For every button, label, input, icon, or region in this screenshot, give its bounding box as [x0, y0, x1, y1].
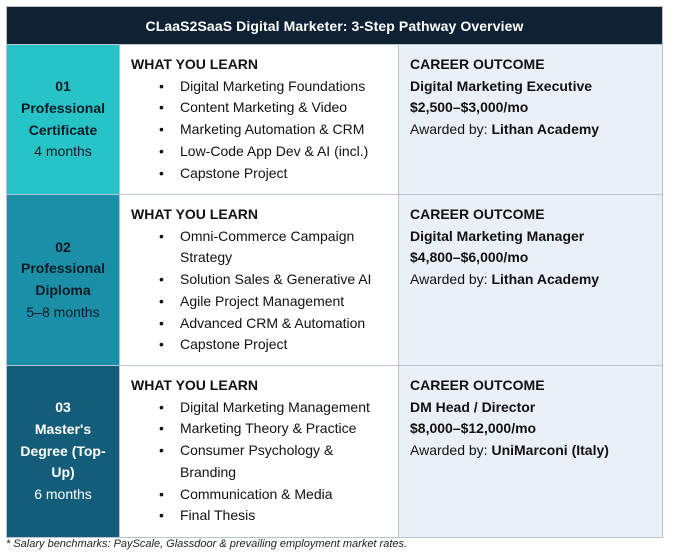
outcome-cell [399, 366, 662, 537]
step-number: 01 [55, 78, 71, 95]
table-row [7, 365, 662, 537]
awarding-body: Lithan Academy [491, 121, 600, 138]
awarding-body: UniMarconi (Italy) [491, 442, 609, 459]
list-item: • Digital Marketing Management [131, 397, 398, 419]
list-item: • Capstone Project [131, 334, 398, 356]
step-name-line: Up) [51, 464, 75, 481]
learn-cell [119, 45, 399, 194]
learn-list [131, 76, 398, 185]
learn-header: WHAT YOU LEARN [131, 56, 259, 72]
career-role: DM Head / Director [410, 398, 536, 415]
list-item: • Solution Sales & Generative AI [131, 269, 398, 291]
step-cell [7, 195, 119, 365]
learn-list [131, 397, 398, 527]
step-duration: 5–8 months [26, 303, 100, 320]
list-item: • Marketing Automation & CRM [131, 119, 398, 141]
list-item: • Marketing Theory & Practice [131, 418, 398, 440]
outcome-header: CAREER OUTCOME [410, 206, 545, 222]
awarded-prefix: Awarded by: [410, 442, 492, 459]
list-item: • Omni-Commerce Campaign Strategy [131, 226, 398, 269]
salary-range: $4,800–$6,000/mo [410, 249, 529, 266]
step-duration: 4 months [34, 143, 92, 160]
learn-list [131, 226, 398, 356]
awarding-body: Lithan Academy [491, 271, 600, 288]
awarded-prefix: Awarded by: [410, 121, 492, 138]
list-item: • Content Marketing & Video [131, 97, 398, 119]
step-name-line: Professional [20, 260, 106, 277]
learn-cell [119, 195, 399, 365]
salary-range: $2,500–$3,000/mo [410, 99, 529, 116]
table-row [7, 194, 662, 365]
list-item: • Capstone Project [131, 163, 398, 185]
step-number: 03 [55, 399, 71, 416]
outcome-cell [399, 195, 662, 365]
list-item: • Agile Project Management [131, 291, 398, 313]
career-role: Digital Marketing Manager [410, 227, 585, 244]
awarded-by [410, 119, 662, 141]
step-duration: 6 months [34, 486, 92, 503]
list-item: • Low-Code App Dev & AI (incl.) [131, 141, 398, 163]
career-role: Digital Marketing Executive [410, 77, 593, 94]
step-cell [7, 366, 119, 537]
footnote: * Salary benchmarks: PayScale, Glassdoor & prevailing employment market rates. [6, 538, 408, 550]
awarded-by [410, 269, 662, 291]
step-name-line: Professional [20, 99, 106, 116]
list-item: • Communication & Media [131, 484, 398, 506]
salary-range: $8,000–$12,000/mo [410, 420, 537, 437]
learn-cell [119, 366, 399, 537]
table-row [7, 44, 662, 194]
outcome-header: CAREER OUTCOME [410, 56, 545, 72]
outcome-cell [399, 45, 662, 194]
pathway-table [6, 6, 663, 538]
step-name-line: Degree (Top- [20, 442, 106, 459]
step-name-line: Master's [34, 420, 92, 437]
learn-header: WHAT YOU LEARN [131, 377, 259, 393]
step-name-line: Diploma [35, 282, 91, 298]
step-cell [7, 45, 119, 194]
step-number: 02 [55, 238, 71, 255]
list-item: • Consumer Psychology & Branding [131, 440, 398, 483]
list-item: • Digital Marketing Foundations [131, 76, 398, 98]
list-item: • Advanced CRM & Automation [131, 313, 398, 335]
awarded-by [410, 440, 662, 462]
table-title: CLaaS2SaaS Digital Marketer: 3-Step Pathway Overview [7, 7, 662, 44]
outcome-header: CAREER OUTCOME [410, 377, 545, 393]
awarded-prefix: Awarded by: [410, 271, 492, 288]
step-name-line: Certificate [28, 121, 98, 138]
list-item: • Final Thesis [131, 505, 398, 527]
learn-header: WHAT YOU LEARN [131, 206, 259, 222]
